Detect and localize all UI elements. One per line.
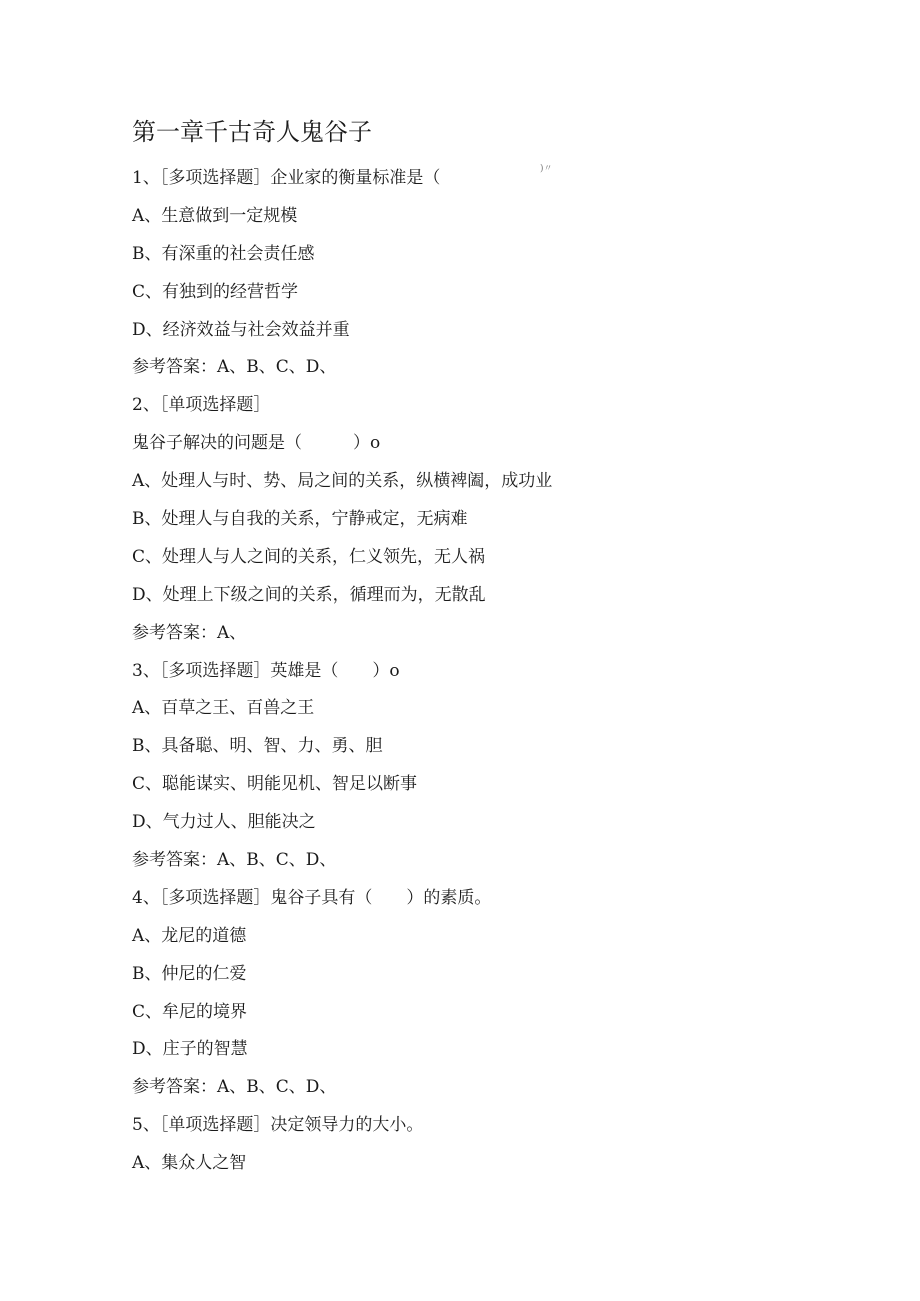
q2-option-c: C、处理人与人之间的关系，仁义领先，无人祸	[132, 546, 486, 567]
chapter-title: 第一章千古奇人鬼谷子	[132, 118, 372, 146]
q1-answer: 参考答案：A、B、C、D、	[132, 357, 337, 378]
q1-option-c: C、有独到的经营哲学	[132, 281, 299, 302]
q3-option-c: C、聪能谋实、明能见机、智足以断事	[132, 774, 418, 795]
question-list	[132, 160, 892, 1183]
q5-option-a: A、集众人之智	[132, 1153, 247, 1174]
q2-header: 2、［单项选择题］	[132, 395, 271, 416]
q2-stem: 鬼谷子解决的问题是（ ）o	[132, 433, 381, 454]
q4-stem: 4、［多项选择题］鬼谷子具有（ ）的素质。	[132, 887, 492, 908]
q3-stem: 3、［多项选择题］英雄是（ ）o	[132, 660, 400, 681]
q4-option-b: B、仲尼的仁爱	[132, 963, 247, 984]
q4-option-a: A、龙尼的道德	[132, 925, 247, 946]
q1-option-a: A、生意做到一定规模	[132, 205, 298, 226]
q1-stem: 1、［多项选择题］企业家的衡量标准是（	[132, 168, 441, 188]
q3-option-d: D、气力过人、胆能决之	[132, 812, 316, 833]
q2-answer: 参考答案：A、	[132, 622, 247, 643]
q5-stem: 5、［单项选择题］决定领导力的大小。	[132, 1115, 424, 1136]
q2-option-d: D、处理上下级之间的关系，循理而为，无散乱	[132, 584, 486, 605]
q4-option-c: C、牟尼的境界	[132, 1001, 248, 1022]
scan-artifact-mark: )〃	[540, 164, 553, 174]
q3-option-a: A、百草之王、百兽之王	[132, 698, 315, 719]
q1-option-d: D、经济效益与社会效益并重	[132, 319, 350, 340]
q1-option-b: B、有深重的社会责任感	[132, 243, 315, 264]
q3-answer: 参考答案：A、B、C、D、	[132, 850, 337, 871]
q4-option-d: D、庄子的智慧	[132, 1039, 248, 1060]
q2-option-b: B、处理人与自我的关系，宁静戒定，无病难	[132, 509, 468, 530]
q3-option-b: B、具备聪、明、智、力、勇、胆	[132, 736, 383, 757]
q4-answer: 参考答案：A、B、C、D、	[132, 1077, 337, 1098]
q2-option-a: A、处理人与时、势、局之间的关系，纵横裨阖，成功业	[132, 471, 553, 492]
